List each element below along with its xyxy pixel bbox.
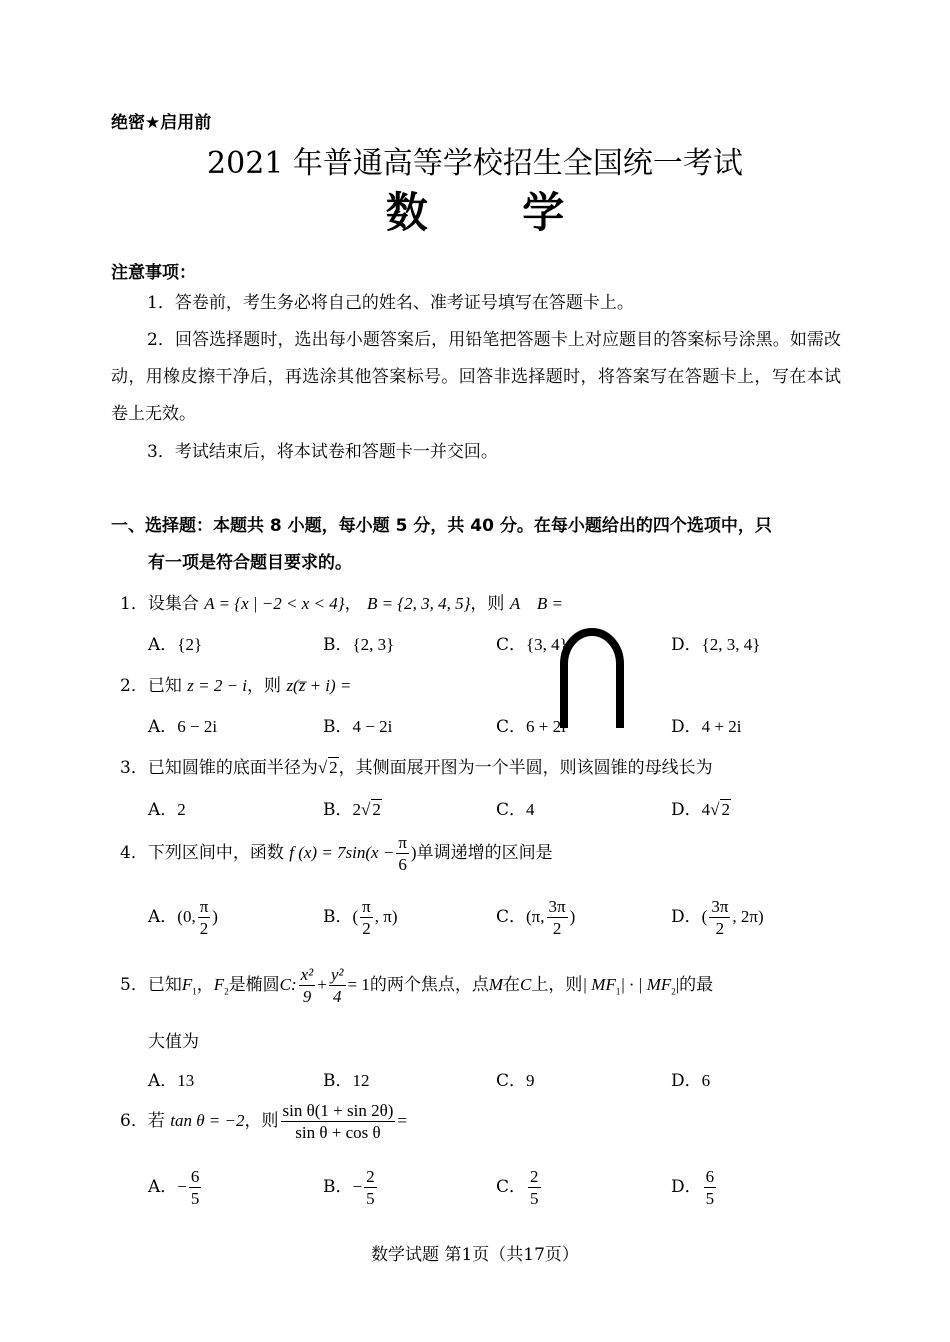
note-item-2: 2．回答选择题时，选出每小题答案后，用铅笔把答题卡上对应题目的答案标号涂黑。如需改动，用橡皮擦干净后，再选涂其他答案标号。回答非选择题时，将答案写在答题卡上，写在本试卷上无效。 xyxy=(111,330,841,424)
section-heading-line1: 一、选择题：本题共 8 小题，每小题 5 分，共 40 分。在每小题给出的四个选项中，只 xyxy=(111,516,772,536)
q4-option-b: B．( $\frac{\pi}{2}$ , π) xyxy=(323,897,398,938)
math-expr: f (x) = 7sin(x − xyxy=(289,843,395,862)
question-5-line2: 大值为 xyxy=(148,1032,199,1052)
q1-option-b: B．{2, 3} xyxy=(323,635,395,655)
q2-option-a: A．6 − 2i xyxy=(148,717,218,737)
q6-option-b: B．− $\frac{2}{5}$ xyxy=(323,1167,375,1208)
question-5: 5．已知$F_1$，$F_2$是椭圆C: $\frac{\text{x²}}{9}$ + $\frac{\text{y²}}{4}$ = 1的两个焦点，点M在C上，则| $MF_1|$ · | $MF_2|$的最 xyxy=(120,965,714,1006)
question-text: 若 xyxy=(147,1111,165,1131)
question-3 xyxy=(120,753,713,778)
q5-option-d: D．6 xyxy=(671,1071,711,1091)
math-expr: A B = xyxy=(509,594,564,613)
question-number: 6． xyxy=(120,1111,148,1131)
q4-option-d: D．( $\frac{3\pi}{2}$ , 2π) xyxy=(671,897,764,938)
notes-heading: 注意事项： xyxy=(111,263,196,283)
question-6: 6．若 tan θ = −2，则 $\frac{\text{sin θ(1 + sin 2θ)}}{\text{sin θ + cos θ}}$ = xyxy=(120,1101,407,1142)
question-text: 已知 xyxy=(147,975,182,995)
q5-option-a: A．13 xyxy=(148,1071,195,1091)
question-text: ，其侧面展开图为一个半圆，则该圆锥的母线长为 xyxy=(338,758,713,778)
q1-option-d: D．{2, 3, 4} xyxy=(671,635,761,655)
q3-option-b: B．2√ 2 xyxy=(323,800,381,820)
question-1 xyxy=(120,589,563,614)
question-text: 单调递增的区间是 xyxy=(416,843,553,863)
math-expr: z = 2 − i xyxy=(187,676,248,695)
question-4 xyxy=(120,834,553,873)
q2-option-d: D．4 + 2i xyxy=(671,717,742,737)
q4-option-c: C．(π, $\frac{3\pi}{2}$ ) xyxy=(496,897,576,938)
confidential-label: 绝密★启用前 xyxy=(111,113,212,133)
q6-option-a: A．− $\frac{6}{5}$ xyxy=(148,1167,200,1208)
question-number: 3． xyxy=(120,758,148,778)
subject-title: 数 学 xyxy=(385,188,605,237)
q3-option-d: D．4√ 2 xyxy=(671,800,730,820)
section-heading-line2: 有一项是符合题目要求的。 xyxy=(148,553,352,573)
q2-option-c: C．6 + 2i xyxy=(496,717,566,737)
q4-option-a: A．(0, $\frac{\pi}{2}$ ) xyxy=(148,897,218,938)
fraction: $\frac{\pi}{6}$ xyxy=(398,833,407,874)
q1-option-c: C．{3, 4} xyxy=(496,635,568,655)
question-number: 1． xyxy=(120,594,148,614)
question-number: 5． xyxy=(120,975,148,995)
question-number: 4． xyxy=(120,843,148,863)
math-expr: z(z̅ + i) = xyxy=(286,676,352,695)
question-2 xyxy=(120,671,351,696)
math-expr: tan θ = −2 xyxy=(170,1111,245,1130)
exam-title: 2021 年普通高等学校招生全国统一考试 xyxy=(207,146,743,181)
q6-option-c: C． $\frac{2}{5}$ xyxy=(496,1167,539,1208)
math-expr: ) xyxy=(410,843,417,862)
question-text: ，则 xyxy=(470,594,505,614)
q6-option-d: D． $\frac{6}{5}$ xyxy=(671,1167,715,1208)
q3-option-a: A．2 xyxy=(148,800,186,820)
q5-option-c: C．9 xyxy=(496,1071,535,1091)
question-text: 设集合 xyxy=(147,594,199,614)
question-text: 已知圆锥的底面半径为 xyxy=(147,758,318,778)
fraction: $\frac{\text{sin θ(1 + sin 2θ)}}{\text{sin θ + cos θ}}$ xyxy=(282,1101,394,1142)
note-item-3: 3．考试结束后，将本试卷和答题卡一并交回。 xyxy=(147,442,498,462)
question-text: ，则 xyxy=(247,676,282,696)
q5-option-b: B．12 xyxy=(323,1071,370,1091)
question-text: 下列区间中，函数 xyxy=(147,843,284,863)
question-text: ， xyxy=(344,594,362,614)
q2-option-b: B．4 − 2i xyxy=(323,717,393,737)
note-item-1: 1．答卷前，考生务必将自己的姓名、准考证号填写在答题卡上。 xyxy=(147,293,634,313)
q1-option-a: A．{2} xyxy=(148,635,203,655)
math-expr: B = {2, 3, 4, 5} xyxy=(366,594,471,613)
question-number: 2． xyxy=(120,676,148,696)
page-footer: 数学试题 第1页（共17页） xyxy=(371,1245,579,1265)
math-expr: A = {x | −2 < x < 4} xyxy=(204,594,345,613)
sqrt-expr: √ 2 xyxy=(317,758,338,777)
q3-option-c: C．4 xyxy=(496,800,535,820)
question-text: 已知 xyxy=(147,676,182,696)
question-text: ，则 xyxy=(244,1111,279,1131)
